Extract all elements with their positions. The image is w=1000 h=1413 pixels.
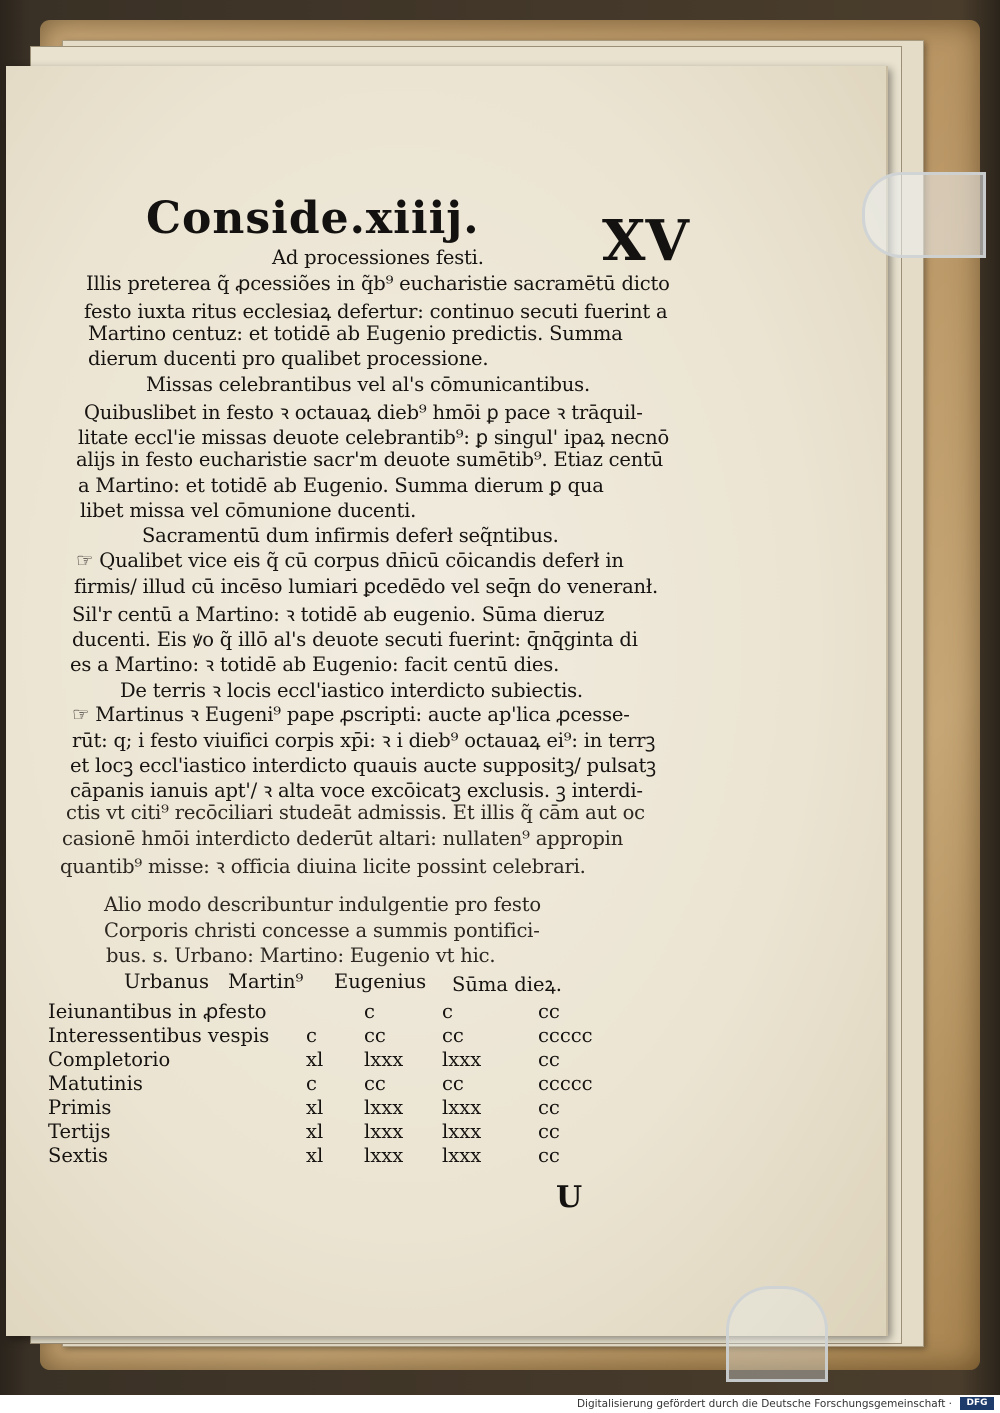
text-line: Illis preterea q̃ ꝓcessiões in q̃b⁹ eucharistie sacramētū dicto xyxy=(86,272,670,295)
table-header: Urbanus xyxy=(124,970,209,993)
folio-number: XV xyxy=(602,208,689,274)
table-cell: c xyxy=(306,1024,317,1047)
table-row-label: Interessentibus vespis xyxy=(48,1024,270,1047)
dfg-logo: DFG xyxy=(960,1397,994,1410)
text-line: Ad processiones festi. xyxy=(272,246,484,269)
table-cell: xl xyxy=(306,1144,324,1167)
table-cell: lxxx xyxy=(442,1120,482,1143)
text-line: firmis/ illud cū incēso lumiari ꝑcedēdo vel seq̄n do veneranł. xyxy=(74,575,658,598)
paper-clip-bottom xyxy=(726,1286,828,1382)
table-cell: cc xyxy=(442,1024,464,1047)
table-cell: lxxx xyxy=(442,1048,482,1071)
table-row-label: Ieiunantibus in ꝓfesto xyxy=(48,1000,267,1023)
text-line: ducenti. Eis ꝟo q̃ illō al's deuote secuti fuerint: q̄nq̄ginta di xyxy=(72,628,638,651)
table-cell: lxxx xyxy=(442,1144,482,1167)
table-cell: cc xyxy=(442,1072,464,1095)
table-cell: cc xyxy=(538,1096,560,1119)
text-line: Sacramentū dum infirmis deferł seq̃ntibus. xyxy=(142,524,559,547)
text-line: a Martino: et totidē ab Eugenio. Summa dierum ꝑ qua xyxy=(78,474,604,497)
table-cell: ccccc xyxy=(538,1072,593,1095)
signature-mark: U xyxy=(556,1180,583,1215)
table-cell: lxxx xyxy=(364,1144,404,1167)
table-cell: lxxx xyxy=(364,1096,404,1119)
text-line: ☞ Martinus ꝛ Eugeni⁹ pape ꝓscripti: aucte ap'lica ꝓcesse- xyxy=(72,703,630,726)
text-line: Sil'r centū a Martino: ꝛ totidē ab eugenio. Sūma dieruz xyxy=(72,603,605,626)
text-line: Quibuslibet in festo ꝛ octauaꝝ dieb⁹ hmōi ꝑ pace ꝛ trāquil- xyxy=(84,401,643,424)
table-row-label: Matutinis xyxy=(48,1072,143,1095)
table-row-label: Tertijs xyxy=(48,1120,111,1143)
text-line: litate eccl'ie missas deuote celebrantib⁹: ꝑ singul' ipaꝝ necnō xyxy=(78,426,670,449)
text-line: cāpanis ianuis apt'/ ꝛ alta voce excōicatꝫ exclusis. ꝫ interdi- xyxy=(70,779,643,802)
table-cell: cc xyxy=(364,1024,386,1047)
table-cell: cc xyxy=(364,1072,386,1095)
table-cell: c xyxy=(442,1000,453,1023)
text-line: casionē hmōi interdicto dederūt altari: nullaten⁹ appropin xyxy=(62,827,624,850)
text-line: Missas celebrantibus vel al's cōmunicantibus. xyxy=(146,373,590,396)
footer-credit: Digitalisierung gefördert durch die Deutsche Forschungsgemeinschaft · xyxy=(576,1398,952,1410)
footer-bar xyxy=(0,1395,1000,1413)
text-line: Corporis christi concesse a summis pontifici- xyxy=(104,919,540,942)
table-row-label: Completorio xyxy=(48,1048,171,1071)
text-line: ctis vt citi⁹ recōciliari studeāt admissis. Et illis q̃ cām aut oc xyxy=(66,801,645,824)
text-line: ☞ Qualibet vice eis q̃ cū corpus dn̄icū cōicandis deferł in xyxy=(76,549,624,572)
table-cell: xl xyxy=(306,1048,324,1071)
table-cell: xl xyxy=(306,1096,324,1119)
table-cell: ccccc xyxy=(538,1024,593,1047)
text-line: De terris ꝛ locis eccl'iastico interdicto subiectis. xyxy=(120,679,583,702)
text-line: libet missa vel cōmunione ducenti. xyxy=(80,499,417,522)
text-line: dierum ducenti pro qualibet processione. xyxy=(88,347,489,370)
text-line: quantib⁹ misse: ꝛ officia diuina licite possint celebrari. xyxy=(60,855,586,878)
text-line: alijs in festo eucharistie sacr'm deuote sumētib⁹. Etiaz centū xyxy=(76,448,664,471)
table-cell: lxxx xyxy=(364,1048,404,1071)
text-line: rūt: q; i festo viuifici corpis xp̄i: ꝛ i dieb⁹ octauaꝝ ei⁹: in terrꝫ xyxy=(72,729,656,752)
text-line: Martino centuz: et totidē ab Eugenio predictis. Summa xyxy=(88,322,623,345)
table-cell: cc xyxy=(538,1000,560,1023)
table-cell: lxxx xyxy=(442,1096,482,1119)
table-cell: cc xyxy=(538,1120,560,1143)
text-line: et locꝫ eccl'iastico interdicto quauis aucte suppositꝫ/ pulsatꝫ xyxy=(70,754,656,777)
table-header: Sūma dieꝝ. xyxy=(452,973,562,996)
text-line: Alio modo describuntur indulgentie pro festo xyxy=(104,893,541,916)
table-row-label: Sextis xyxy=(48,1144,108,1167)
table-cell: c xyxy=(306,1072,317,1095)
table-cell: xl xyxy=(306,1120,324,1143)
text-line: es a Martino: ꝛ totidē ab Eugenio: facit centū dies. xyxy=(70,653,560,676)
text-line: bus. s. Urbano: Martino: Eugenio vt hic. xyxy=(106,944,496,967)
table-cell: c xyxy=(364,1000,375,1023)
table-cell: lxxx xyxy=(364,1120,404,1143)
table-header: Martin⁹ xyxy=(228,970,304,993)
table-cell: cc xyxy=(538,1144,560,1167)
paper-clip-top xyxy=(862,172,986,258)
table-row-label: Primis xyxy=(48,1096,112,1119)
text-line: festo iuxta ritus ecclesiaꝝ defertur: continuo secuti fuerint a xyxy=(84,300,668,323)
table-header: Eugenius xyxy=(334,970,427,993)
table-cell: cc xyxy=(538,1048,560,1071)
running-header: Conside.xiiij. xyxy=(146,193,480,244)
